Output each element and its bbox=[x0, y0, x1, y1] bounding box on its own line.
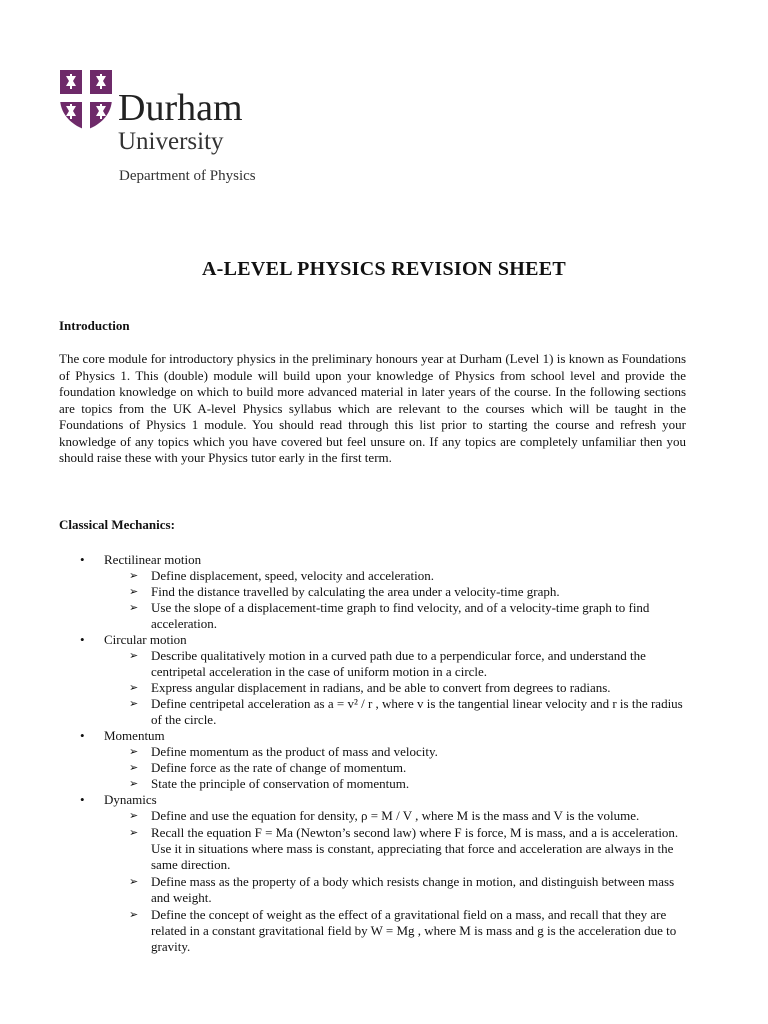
arrowhead-bullet-icon: ➢ bbox=[129, 570, 139, 582]
subtopic-item bbox=[104, 776, 690, 792]
bullet-icon: • bbox=[80, 632, 85, 647]
arrowhead-bullet-icon: ➢ bbox=[129, 650, 139, 662]
subtopic-text: Find the distance travelled by calculating the area under a velocity-time graph. bbox=[151, 584, 560, 599]
topic-dynamics bbox=[60, 792, 690, 955]
logo-wordmark-durham: Durham bbox=[118, 87, 243, 129]
arrowhead-bullet-icon: ➢ bbox=[129, 909, 139, 921]
subtopic-item bbox=[104, 680, 690, 696]
subtopic-text: Define centripetal acceleration as a = v² / r , where v is the tangential linear velocity and r is the radius of the circle. bbox=[151, 696, 683, 727]
arrowhead-bullet-icon: ➢ bbox=[129, 827, 139, 839]
topic-label: Dynamics bbox=[104, 792, 157, 807]
subtopic-list bbox=[104, 808, 690, 955]
subtopic-item bbox=[104, 874, 690, 906]
subtopic-text: State the principle of conservation of momentum. bbox=[151, 776, 410, 791]
subtopic-text: Define the concept of weight as the effect of a gravitational field on a mass, and recall that they are related in a constant gravitational field by W = Mg , where M is mass and g is the acceleration due to gravity. bbox=[151, 907, 677, 954]
arrowhead-bullet-icon: ➢ bbox=[129, 698, 139, 710]
topic-list bbox=[60, 552, 690, 956]
topic-label: Momentum bbox=[104, 728, 165, 743]
subtopic-item bbox=[104, 584, 690, 600]
topic-label: Circular motion bbox=[104, 632, 187, 647]
subtopic-text: Define force as the rate of change of momentum. bbox=[151, 760, 407, 775]
arrowhead-bullet-icon: ➢ bbox=[129, 810, 139, 822]
subtopic-item bbox=[104, 696, 690, 728]
subtopic-text: Describe qualitatively motion in a curved path due to a perpendicular force, and understand the centripetal acceleration in the case of uniform motion in a circle. bbox=[151, 648, 646, 679]
subtopic-item bbox=[104, 568, 690, 584]
subtopic-text: Define mass as the property of a body which resists change in motion, and distinguish between mass and weight. bbox=[151, 874, 675, 905]
subtopic-item bbox=[104, 648, 690, 680]
bullet-icon: • bbox=[80, 728, 85, 743]
topic-momentum bbox=[60, 728, 690, 792]
section-heading-classical-mechanics: Classical Mechanics: bbox=[59, 517, 175, 532]
topic-rectilinear-motion bbox=[60, 552, 690, 632]
subtopic-item bbox=[104, 825, 690, 873]
subtopic-text: Define and use the equation for density, ρ = M / V , where M is the mass and V is the volume. bbox=[151, 808, 640, 823]
subtopic-list bbox=[104, 648, 690, 728]
arrowhead-bullet-icon: ➢ bbox=[129, 682, 139, 694]
arrowhead-bullet-icon: ➢ bbox=[129, 586, 139, 598]
subtopic-text: Define displacement, speed, velocity and acceleration. bbox=[151, 568, 434, 583]
arrowhead-bullet-icon: ➢ bbox=[129, 778, 139, 790]
subtopic-list bbox=[104, 568, 690, 632]
introduction-heading: Introduction bbox=[59, 318, 130, 333]
subtopic-text: Recall the equation F = Ma (Newton’s second law) where F is force, M is mass, and a is acceleration. Use it in situations where mass is constant, appreciating that force and acceleration are always in the same direction. bbox=[151, 825, 679, 872]
subtopic-text: Define momentum as the product of mass and velocity. bbox=[151, 744, 438, 759]
document-title: A-LEVEL PHYSICS REVISION SHEET bbox=[201, 258, 567, 280]
arrowhead-bullet-icon: ➢ bbox=[129, 876, 139, 888]
subtopic-item bbox=[104, 760, 690, 776]
subtopic-item bbox=[104, 600, 690, 632]
subtopic-item bbox=[104, 744, 690, 760]
arrowhead-bullet-icon: ➢ bbox=[129, 602, 139, 614]
arrowhead-bullet-icon: ➢ bbox=[129, 746, 139, 758]
logo-wordmark-university: University bbox=[118, 128, 224, 155]
arrowhead-bullet-icon: ➢ bbox=[129, 762, 139, 774]
bullet-icon: • bbox=[80, 552, 85, 567]
university-header bbox=[58, 68, 318, 193]
department-name: Department of Physics bbox=[119, 168, 256, 184]
introduction-paragraph: The core module for introductory physics in the preliminary honours year at Durham (Level 1) is known as Foundations of Physics 1. This (double) module will build upon your knowledge of Physics from school level and provide the foundation knowledge on which to build more advanced material in later years of the course. In the following sections are topics from the UK A-level Physics syllabus which are relevant to the courses which will be taught in the Foundations of Physics 1 module. You should read through this list prior to starting the course and refresh your knowledge of any topics which you have covered but feel unsure on. If any topics are completely unfamiliar then you should raise these with your Physics tutor early in the first term. bbox=[59, 351, 686, 465]
subtopic-text: Use the slope of a displacement-time graph to find velocity, and of a velocity-time graph to find acceleration. bbox=[151, 600, 650, 631]
topic-circular-motion bbox=[60, 632, 690, 728]
subtopic-list bbox=[104, 744, 690, 792]
bullet-icon: • bbox=[80, 792, 85, 807]
subtopic-item bbox=[104, 907, 690, 955]
topic-label: Rectilinear motion bbox=[104, 552, 202, 567]
durham-shield-logo bbox=[58, 68, 114, 132]
subtopic-text: Express angular displacement in radians, and be able to convert from degrees to radians. bbox=[151, 680, 611, 695]
subtopic-item bbox=[104, 808, 690, 824]
